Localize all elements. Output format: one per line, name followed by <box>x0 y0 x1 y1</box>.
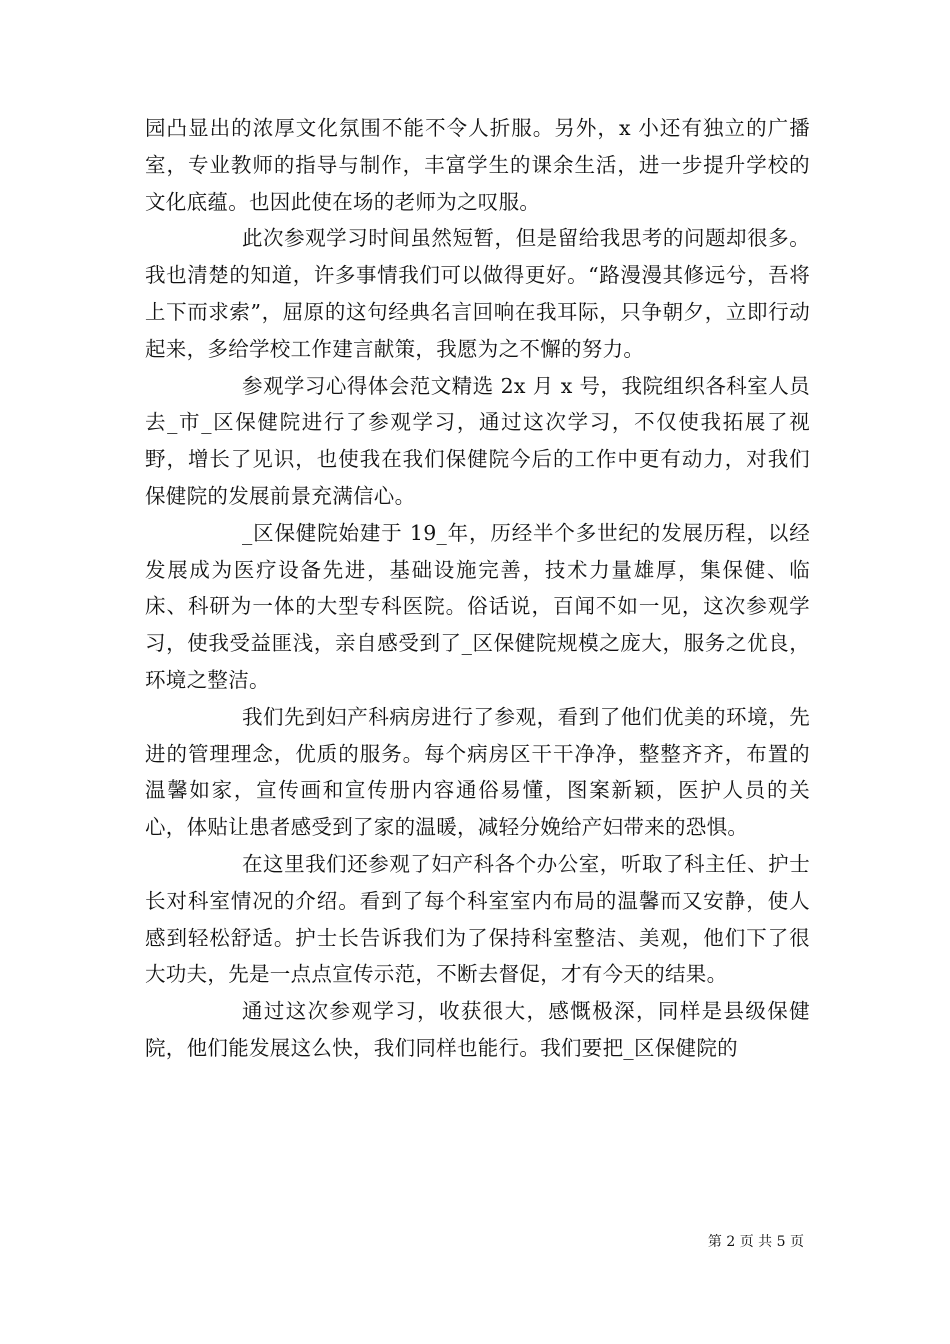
paragraph-5: 我们先到妇产科病房进行了参观，看到了他们优美的环境，先进的管理理念，优质的服务。每个病房区干干净净，整整齐齐，布置的温馨如家，宣传画和宣传册内容通俗易懂，图案新颖，医护人员的关心，体贴让患者感受到了家的温暖，减轻分娩给产妇带来的恐惧。 <box>145 704 810 840</box>
paragraph-6: 在这里我们还参观了妇产科各个办公室，听取了科主任、护士长对科室情况的介绍。看到了每个科室室内布局的温馨而又安静，使人感到轻松舒适。护士长告诉我们为了保持科室整洁、美观，他们下了很大功夫，先是一点点宣传示范，不断去督促，才有今天的结果。 <box>145 851 810 987</box>
paragraph-3: 参观学习心得体会范文精选 2x 月 x 号，我院组织各科室人员去_市_区保健院进行了参观学习，通过这次学习，不仅使我拓展了视野，增长了见识，也使我在我们保健院今后的工作中更有动力，对我们保健院的发展前景充满信心。 <box>145 373 810 508</box>
paragraph-4: _区保健院始建于 19_年，历经半个多世纪的发展历程，以经发展成为医疗设备先进，基础设施完善，技术力量雄厚，集保健、临床、科研为一体的大型专科医院。俗话说，百闻不如一见，这次参观学习，使我受益匪浅，亲自感受到了_区保健院规模之庞大，服务之优良，环境之整洁。 <box>145 520 810 692</box>
paragraph-7: 通过这次参观学习，收获很大，感慨极深，同样是县级保健院，他们能发展这么快，我们同样也能行。我们要把_区保健院的 <box>145 999 810 1060</box>
page-number-footer: 第 2 页 共 5 页 <box>707 1234 804 1250</box>
document-body <box>145 110 810 1067</box>
paragraph-2: 此次参观学习时间虽然短暂，但是留给我思考的问题却很多。我也清楚的知道，许多事情我们可以做得更好。“路漫漫其修远兮，吾将上下而求索”，屈原的这句经典名言回响在我耳际，只争朝夕，立即行动起来，多给学校工作建言献策，我愿为之不懈的努力。 <box>145 226 810 361</box>
paragraph-1: 园凸显出的浓厚文化氛围不能不令人折服。另外，x 小还有独立的广播室，专业教师的指导与制作，丰富学生的课余生活，进一步提升学校的文化底蕴。也因此使在场的老师为之叹服。 <box>145 116 810 214</box>
